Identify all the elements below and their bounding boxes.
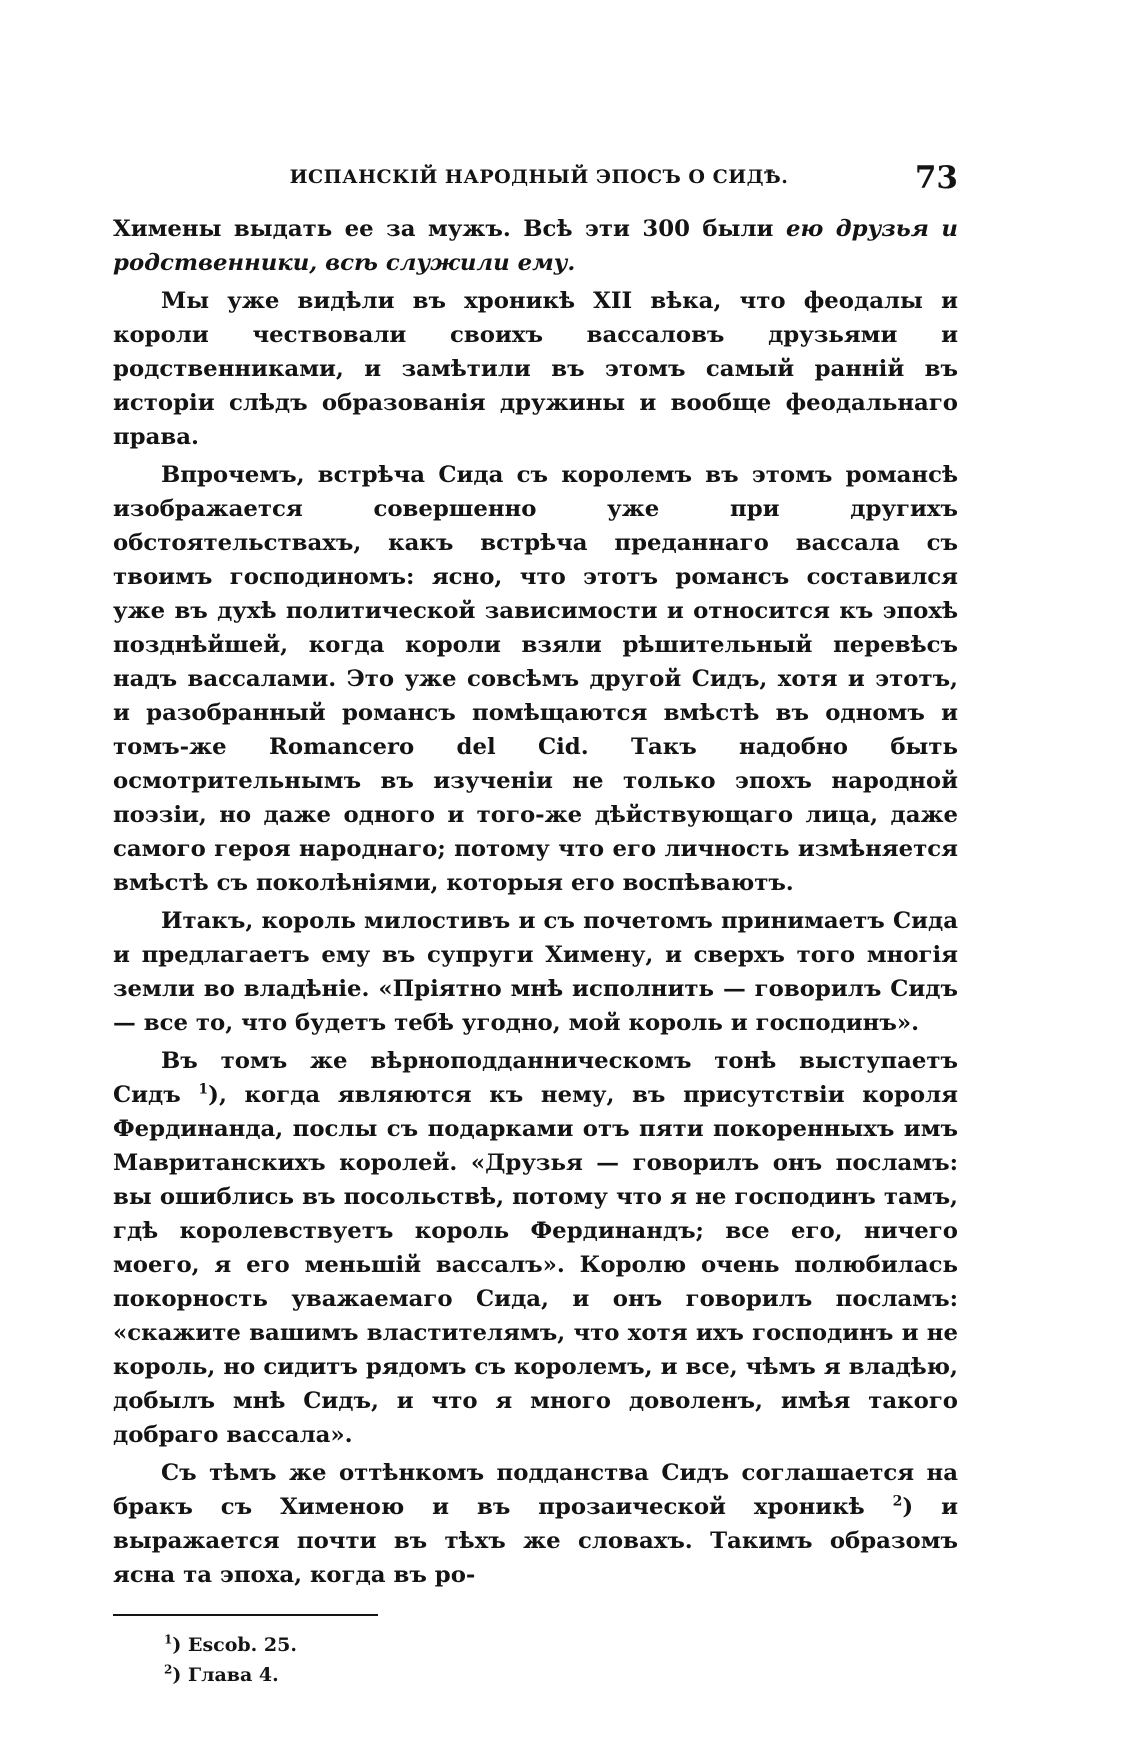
- page-header: [120, 160, 958, 196]
- footnote-text: ) Глава 4.: [172, 1664, 279, 1686]
- paragraph-text: ) и выражается почти въ тѣхъ же словахъ. Такимъ образомъ ясна та эпоха, когда въ ро-: [113, 1494, 958, 1588]
- paragraph: Мы уже видѣли въ хроникѣ XII вѣка, что феодалы и короли чествовали своихъ вассаловъ друзьями и родственниками, и замѣтили въ этомъ самый ранній въ исторіи слѣдъ образованія дружины и вообще феодальнаго права.: [113, 288, 958, 450]
- paragraph-text: ), когда являются къ нему, въ присутствіи короля Фердинанда, послы съ подарками отъ пяти покоренныхъ имъ Мавританскихъ королей. «Друзья — говорилъ онъ посламъ: вы ошиблись въ посольствѣ, потому что я не господинъ тамъ, гдѣ королевствуетъ король Фердинандъ; все его, ничего моего, я его меньшій вассалъ». Королю очень полюбилась покорность уважаемаго Сида, и онъ говорилъ посламъ: «скажите вашимъ властителямъ, что хотя ихъ господинъ и не король, но сидитъ рядомъ съ королемъ, и все, чѣмъ я владѣю, добылъ мнѣ Сидъ, и что я много доволенъ, имѣя такого добраго вассала».: [113, 1082, 959, 1448]
- footnote-reference[interactable]: 1: [198, 1081, 209, 1098]
- running-title: ИСПАНСКІЙ НАРОДНЫЙ ЭПОСЪ О СИДѢ.: [289, 166, 789, 188]
- paragraph: Впрочемъ, встрѣча Сида съ королемъ въ этомъ романсѣ изображается совершенно уже при другихъ обстоятельствахъ, какъ встрѣча преданнаго вассала съ твоимъ господиномъ: ясно, что этотъ романсъ составился уже въ духѣ политической зависимости и относится къ эпохѣ позднѣйшей, когда короли взяли рѣшительный перевѣсъ надъ вассалами. Это уже совсѣмъ другой Сидъ, хотя и этотъ, и разобранный романсъ помѣщаются вмѣстѣ въ одномъ и томъ-же Romancero del Cid. Такъ надобно быть осмотрительнымъ въ изученіи не только эпохъ народной поэзіи, но даже одного и того-же дѣйствующаго лица, даже самого героя народнаго; потому что его личность измѣняется вмѣстѣ съ поколѣніями, которыя его воспѣваютъ.: [113, 462, 958, 896]
- footnote-divider: [113, 1614, 378, 1616]
- footnote-item: [164, 1660, 297, 1690]
- footnote-reference[interactable]: 2: [892, 1493, 903, 1510]
- page-number: 73: [914, 160, 958, 196]
- body-text: [113, 212, 958, 1596]
- footnote-mark: 1: [164, 1632, 173, 1647]
- paragraph-continuation: [113, 212, 958, 280]
- footnotes: [164, 1630, 297, 1690]
- footnote-text: ) Escob. 25.: [172, 1634, 297, 1656]
- paragraph: [113, 1044, 958, 1452]
- paragraph: [113, 1456, 958, 1592]
- footnote-item: [164, 1630, 297, 1660]
- italic-phrase: ею друзья и родственники, всѣ служили ему.: [113, 216, 958, 276]
- paragraph: Итакъ, король милостивъ и съ почетомъ принимаетъ Сида и предлагаетъ ему въ супруги Химену, и сверхъ того многія земли во владѣніе. «Пріятно мнѣ исполнить — говорилъ Сидъ — все то, что будетъ тебѣ угодно, мой король и господинъ».: [113, 908, 958, 1036]
- paragraph-text: Въ томъ же вѣрноподданническомъ тонѣ выступаетъ Сидъ: [113, 1048, 958, 1108]
- paragraph-text: Химены выдать ее за мужъ. Всѣ эти 300 были: [113, 216, 786, 242]
- paragraph-text: Съ тѣмъ же оттѣнкомъ подданства Сидъ соглашается на бракъ съ Хименою и въ прозаической хроникѣ: [113, 1460, 958, 1520]
- footnote-mark: 2: [164, 1662, 173, 1677]
